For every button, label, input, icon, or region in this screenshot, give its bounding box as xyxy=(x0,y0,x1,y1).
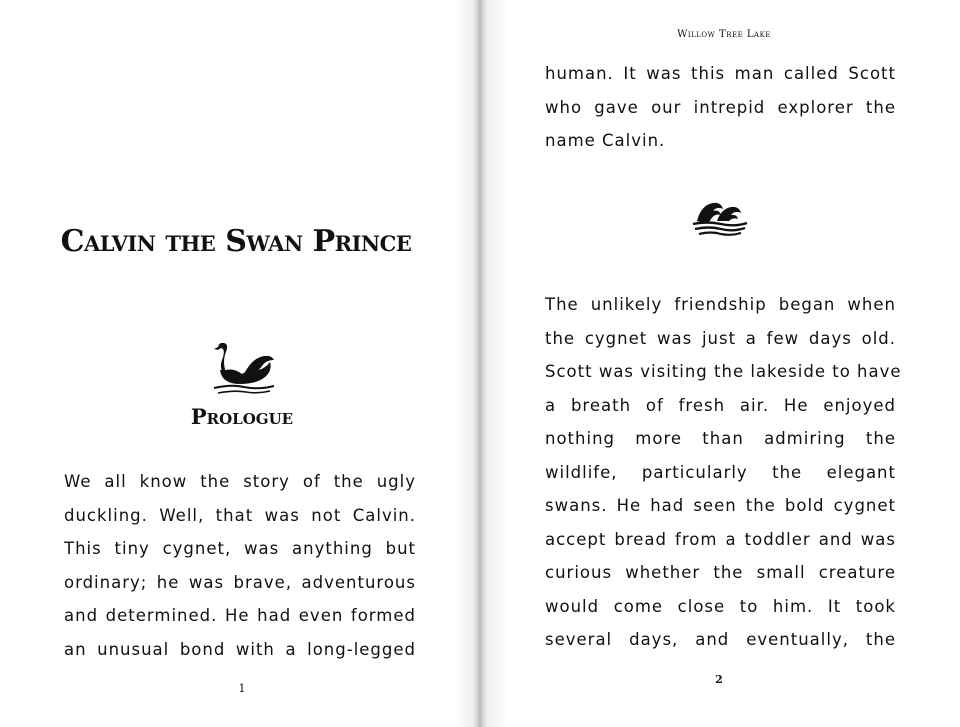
text-line: We all know the story of the ugly xyxy=(64,472,416,491)
text-line: This tiny cygnet, was anything but xyxy=(64,539,416,558)
book-gutter xyxy=(472,0,488,727)
text-line: wildlife, particularly the elegant xyxy=(545,462,896,482)
text-line: would come close to him. It took xyxy=(545,596,896,616)
running-head: Willow Tree Lake xyxy=(677,29,771,40)
text-line: accept bread from a toddler and was xyxy=(545,529,896,549)
text-line: The unlikely friendship began when xyxy=(545,295,896,314)
text-line: ordinary; he was brave, adventurous xyxy=(64,572,416,592)
body-text-left xyxy=(64,465,416,666)
text-line: a breath of fresh air. He enjoyed xyxy=(545,395,896,415)
body-text-right-top xyxy=(545,57,896,158)
text-line: curious whether the small creature xyxy=(545,563,896,582)
text-line: an unusual bond with a long-legged xyxy=(64,639,416,659)
text-line: several days, and eventually, the xyxy=(545,630,896,649)
left-page xyxy=(0,0,472,727)
wave-icon xyxy=(691,197,749,237)
text-line: who gave our intrepid explorer the xyxy=(545,97,896,117)
page-number: 1 xyxy=(238,682,246,695)
page-number: 2 xyxy=(715,673,723,686)
text-line: and determined. He had even formed xyxy=(64,606,416,625)
text-line: swans. He had seen the bold cygnet xyxy=(545,496,896,515)
text-line: the cygnet was just a few days old. xyxy=(545,328,896,348)
text-line: nothing more than admiring the xyxy=(545,429,896,448)
book-title: Calvin the Swan Prince xyxy=(60,224,412,259)
chapter-title: Prologue xyxy=(190,404,294,429)
body-text-right-main xyxy=(545,288,902,657)
text-line: name Calvin. xyxy=(545,131,666,150)
gutter-shadow xyxy=(452,0,472,727)
text-line: Scott was visiting the lakeside to have xyxy=(545,362,902,381)
gutter-shadow xyxy=(488,0,508,727)
text-line: human. It was this man called Scott xyxy=(545,64,896,83)
swan-icon xyxy=(212,340,276,396)
text-line: duckling. Well, that was not Calvin. xyxy=(64,505,416,525)
